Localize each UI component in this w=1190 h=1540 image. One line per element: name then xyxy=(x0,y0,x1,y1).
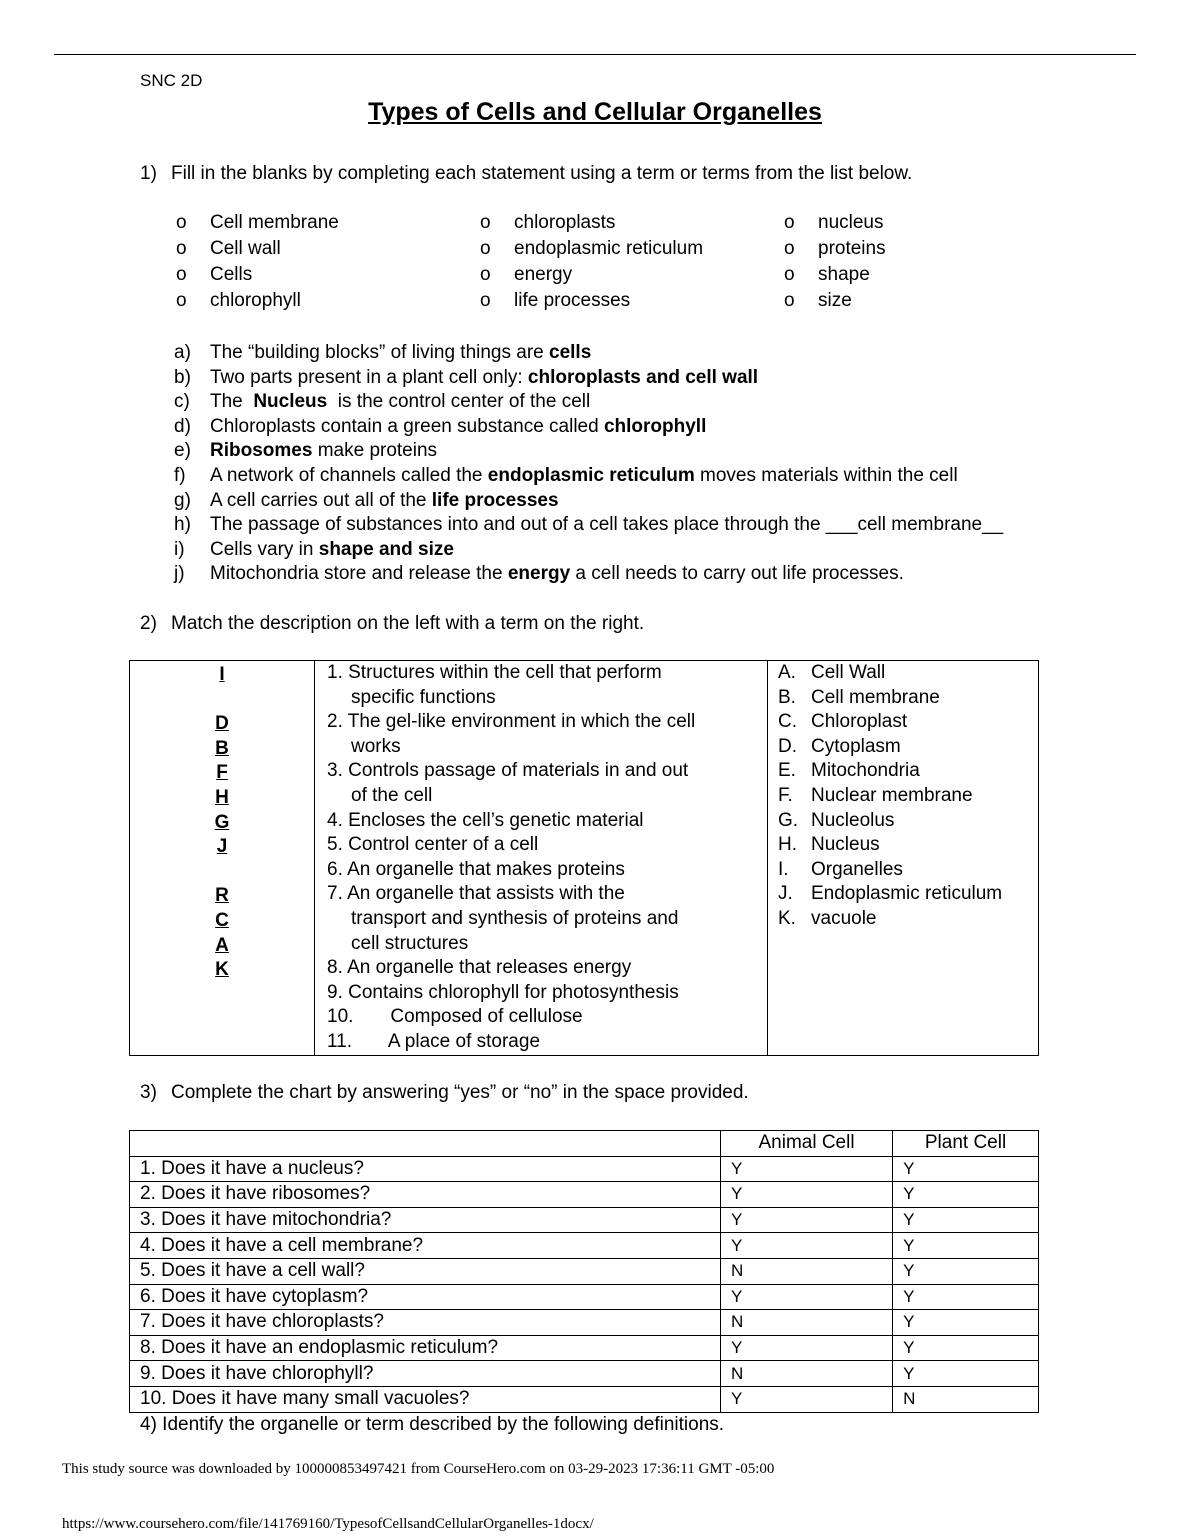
term-item: B. Cell membrane xyxy=(778,686,940,708)
statement-i: i) Cells vary in shape and size xyxy=(174,538,454,560)
table-row: 2. Does it have ribosomes? Y Y xyxy=(130,1182,1039,1208)
fill-in-statements xyxy=(174,341,1003,587)
q1-prompt-text: Fill in the blanks by completing each statement using a term or terms from the list below. xyxy=(171,163,913,184)
statement-c: c) The Nucleus is the control center of the cell xyxy=(174,391,591,413)
statement-f: f) A network of channels called the endoplasmic reticulum moves materials within the cell xyxy=(174,464,958,486)
term-item: G. Nucleolus xyxy=(778,809,895,831)
list-item: o endoplasmic reticulum xyxy=(480,238,704,259)
list-item: o shape xyxy=(784,264,870,285)
page-title: Types of Cells and Cellular Organelles xyxy=(368,98,822,126)
list-item: o proteins xyxy=(784,238,886,259)
table-row: 1. Does it have a nucleus? Y Y xyxy=(130,1156,1039,1182)
yes-no-chart xyxy=(129,1130,1039,1413)
term-item: E. Mitochondria xyxy=(778,760,920,782)
term-list-col1 xyxy=(176,210,339,314)
answer-letter: A xyxy=(215,934,229,956)
chart-header-row xyxy=(130,1131,1039,1157)
table-row: 10. Does it have many small vacuoles? Y N xyxy=(130,1386,1039,1412)
description-line: 10. Composed of cellulose xyxy=(327,1006,583,1028)
description-line: cell structures xyxy=(351,932,469,954)
answer-letter: D xyxy=(215,713,229,735)
list-item: o energy xyxy=(480,264,573,285)
description-line: 11. A place of storage xyxy=(327,1030,541,1052)
list-item: o Cell membrane xyxy=(176,212,339,233)
term-list-col2 xyxy=(480,210,703,314)
table-row: 7. Does it have chloroplasts? N Y xyxy=(130,1310,1039,1336)
q3-prompt-text: Complete the chart by answering “yes” or “no” in the space provided. xyxy=(171,1082,749,1103)
description-line: transport and synthesis of proteins and xyxy=(351,907,679,929)
answer-letter: R xyxy=(215,885,229,907)
term-item: F. Nuclear membrane xyxy=(778,784,973,806)
term-item: J. Endoplasmic reticulum xyxy=(778,883,1003,905)
table-row: 5. Does it have a cell wall? N Y xyxy=(130,1258,1039,1284)
q2-prompt xyxy=(140,612,644,636)
q3-prompt xyxy=(140,1081,749,1105)
description-column xyxy=(315,661,768,1056)
statement-h: h) The passage of substances into and out of a cell takes place through the ___cell membrane__ xyxy=(174,514,1004,536)
header-plant-cell: Plant Cell xyxy=(893,1131,1039,1157)
description-line: 9. Contains chlorophyll for photosynthesis xyxy=(327,981,679,1003)
answer-letter: I xyxy=(219,664,225,685)
description-line: 3. Controls passage of materials in and out xyxy=(327,760,689,782)
q2-prompt-text: Match the description on the left with a term on the right. xyxy=(171,613,645,634)
terms-column xyxy=(768,661,1039,1056)
statement-e: e) Ribosomes make proteins xyxy=(174,440,438,462)
description-line: of the cell xyxy=(351,784,433,806)
q1-number: 1) xyxy=(140,163,157,184)
description-line: 5. Control center of a cell xyxy=(327,834,539,856)
q4-prompt: 4) Identify the organelle or term described by the following definitions. xyxy=(140,1414,725,1435)
answer-letter xyxy=(130,860,314,885)
statement-d: d) Chloroplasts contain a green substance called chlorophyll xyxy=(174,415,707,437)
description-line: 4. Encloses the cell’s genetic material xyxy=(327,809,644,831)
answer-letter: H xyxy=(215,786,229,808)
description-line: 2. The gel-like environment in which the cell xyxy=(327,711,696,733)
list-item: o Cell wall xyxy=(176,238,281,259)
list-item: o size xyxy=(784,290,852,311)
list-item: o Cells xyxy=(176,264,253,285)
answer-letter: C xyxy=(215,909,229,931)
description-line: 7. An organelle that assists with the xyxy=(327,883,625,905)
term-item: A. Cell Wall xyxy=(778,662,886,683)
top-rule xyxy=(54,54,1136,55)
term-item: K. vacuole xyxy=(778,907,877,929)
table-row: 6. Does it have cytoplasm? Y Y xyxy=(130,1284,1039,1310)
table-row: 4. Does it have a cell membrane? Y Y xyxy=(130,1233,1039,1259)
answer-letter: K xyxy=(215,959,229,981)
course-code: SNC 2D xyxy=(140,71,203,90)
answer-letter: B xyxy=(215,737,229,759)
list-item: o life processes xyxy=(480,290,631,311)
list-item: o chlorophyll xyxy=(176,290,301,311)
table-row: 9. Does it have chlorophyll? N Y xyxy=(130,1361,1039,1387)
description-line: works xyxy=(351,735,401,757)
answer-letter xyxy=(130,688,314,713)
matching-table xyxy=(129,660,1039,1056)
q2-number: 2) xyxy=(140,613,157,634)
answer-letter: J xyxy=(216,836,228,858)
statement-b: b) Two parts present in a plant cell only: chloroplasts and cell wall xyxy=(174,366,759,388)
term-item: I. Organelles xyxy=(778,858,903,880)
source-url-link[interactable]: https://www.coursehero.com/file/141769160/TypesofCellsandCellularOrganelles-1docx/ xyxy=(62,1516,594,1532)
statement-g: g) A cell carries out all of the life processes xyxy=(174,489,559,511)
term-item: D. Cytoplasm xyxy=(778,735,901,757)
list-item: o nucleus xyxy=(784,212,884,233)
q1-prompt xyxy=(140,162,912,186)
statement-j: j) Mitochondria store and release the energy a cell needs to carry out life processes. xyxy=(174,563,904,585)
table-row: 3. Does it have mitochondria? Y Y xyxy=(130,1207,1039,1233)
q3-number: 3) xyxy=(140,1082,157,1103)
source-notice: This study source was downloaded by 100000853497421 from CourseHero.com on 03-29-2023 17:36:11 GMT -05:00 xyxy=(62,1461,775,1477)
term-item: H. Nucleus xyxy=(778,834,880,856)
answer-letter: F xyxy=(216,762,228,784)
term-list-col3 xyxy=(784,210,886,314)
description-line: specific functions xyxy=(351,686,496,708)
description-line: 6. An organelle that makes proteins xyxy=(327,858,625,880)
answer-column xyxy=(130,661,315,1056)
term-item: C. Chloroplast xyxy=(778,711,908,733)
table-row: 8. Does it have an endoplasmic reticulum? Y Y xyxy=(130,1335,1039,1361)
description-line: 8. An organelle that releases energy xyxy=(327,957,632,979)
statement-a: a) The “building blocks” of living things are cells xyxy=(174,342,592,363)
header-animal-cell: Animal Cell xyxy=(721,1131,893,1157)
list-item: o chloroplasts xyxy=(480,212,616,233)
answer-letter: G xyxy=(214,811,230,833)
description-line: 1. Structures within the cell that perform xyxy=(327,662,662,683)
